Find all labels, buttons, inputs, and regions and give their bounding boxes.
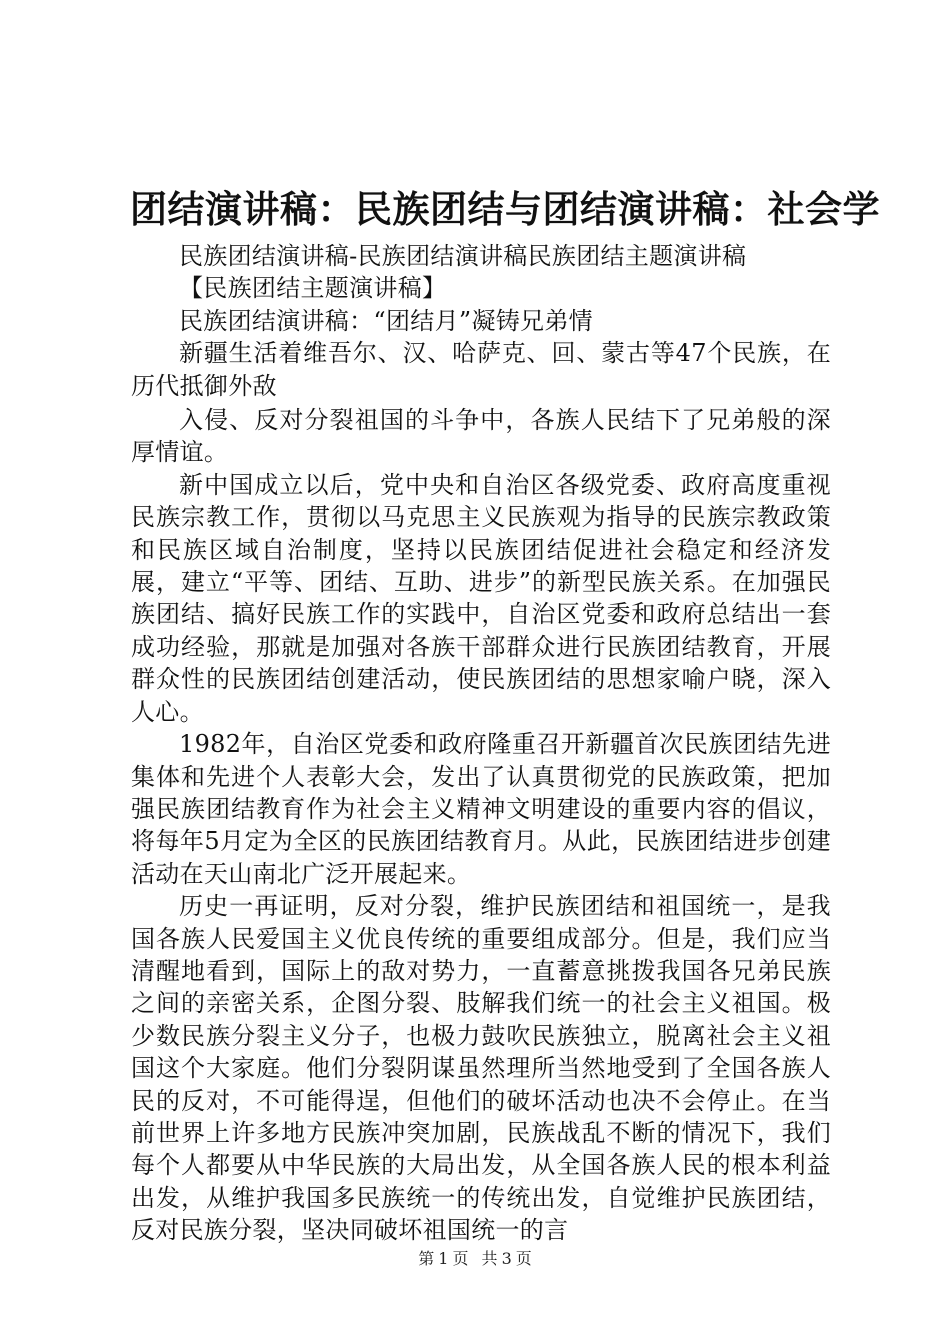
total-pages: 3 <box>501 1249 512 1268</box>
paragraph: 历史一再证明，反对分裂，维护民族团结和祖国统一，是我国各族人民爱国主义优良传统的重要组成部分。但是，我们应当清醒地看到，国际上的敌对势力，一直蓄意挑拨我国各兄弟民族之间的亲密关系，企图分裂、肢解我们统一的社会主义祖国。极少数民族分裂主义分子，也极力鼓吹民族独立，脱离社会主义祖国这个大家庭。他们分裂阴谋虽然理所当然地受到了全国各族人民的反对，不可能得逞，但他们的破坏活动也决不会停止。在当前世界上许多地方民族冲突加剧，民族战乱不断的情况下，我们每个人都要从中华民族的大局出发，从全国各族人民的根本利益出发，从维护我国多民族统一的传统出发，自觉维护民族团结，反对民族分裂，坚决同破坏祖国统一的言 <box>131 892 831 1245</box>
paragraph: 新中国成立以后，党中央和自治区各级党委、政府高度重视民族宗教工作，贯彻以马克思主义民族观为指导的民族宗教政策和民族区域自治制度，坚持以民族团结促进社会稳定和经济发展，建立“平等、团结、互助、进步”的新型民族关系。在加强民族团结、搞好民族工作的实践中，自治区党委和政府总结出一套成功经验，那就是加强对各族干部群众进行民族团结教育，开展群众性的民族团结创建活动，使民族团结的思想家喻户晓，深入人心。 <box>131 470 831 726</box>
paragraph: 民族团结演讲稿：“团结月”凝铸兄弟情 <box>179 306 593 335</box>
page-current: 1 <box>438 1249 449 1268</box>
total-prefix: 共 <box>481 1249 498 1268</box>
paragraph: 新疆生活着维吾尔、汉、哈萨克、回、蒙古等47个民族，在历代抵御外敌 <box>131 339 831 400</box>
paragraph: 入侵、反对分裂祖国的斗争中，各族人民结下了兄弟般的深厚情谊。 <box>131 406 831 467</box>
page-suffix: 页 <box>452 1249 469 1268</box>
page-total <box>480 1249 534 1268</box>
paragraph: 【民族团结主题演讲稿】 <box>179 274 447 303</box>
paragraph: 民族团结演讲稿-民族团结演讲稿民族团结主题演讲稿 <box>179 242 747 270</box>
total-suffix: 页 <box>515 1249 532 1268</box>
page-number <box>416 1249 470 1268</box>
document-title: 团结演讲稿：民族团结与团结演讲稿：社会学 <box>130 188 880 231</box>
document-body <box>131 240 831 1247</box>
page-prefix: 第 <box>418 1249 435 1268</box>
paragraph: 1982年，自治区党委和政府隆重召开新疆首次民族团结先进集体和先进个人表彰大会，发出了认真贯彻党的民族政策，把加强民族团结教育作为社会主义精神文明建设的重要内容的倡议，将每年5月定为全区的民族团结教育月。从此，民族团结进步创建活动在天山南北广泛开展起来。 <box>131 730 831 888</box>
page-footer <box>0 1246 950 1269</box>
